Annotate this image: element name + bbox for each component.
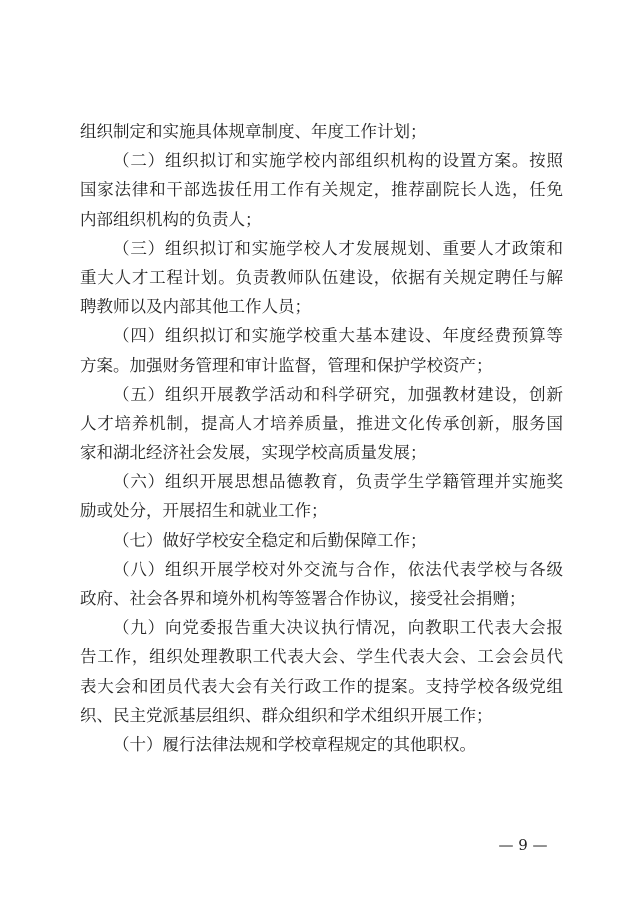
page-number: — 9 — [498,836,548,854]
text-line: （七）做好学校安全稳定和后勤保障工作； [113,530,427,550]
text-line: 人才培养机制，提高人才培养质量，推进文化传承创新，服务国 [80,413,563,433]
body-text [80,117,563,759]
text-line: （九）向党委报告重大决议执行情况，向教职工代表大会报 [113,618,563,638]
text-line: （四）组织拟订和实施学校重大基本建设、年度经费预算等 [113,326,563,346]
text-line: （三）组织拟订和实施学校人才发展规划、重要人才政策和 [113,238,563,258]
text-line: 表大会和团员代表大会有关行政工作的提案。支持学校各级党组 [80,676,563,696]
text-line: 织、民主党派基层组织、群众组织和学术组织开展工作； [80,705,493,725]
text-line: （五）组织开展教学活动和科学研究，加强教材建设，创新 [113,384,563,404]
text-line: 聘教师以及内部其他工作人员； [80,297,311,317]
text-line: （八）组织开展学校对外交流与合作，依法代表学校与各级 [113,559,563,579]
text-line: （十）履行法律法规和学校章程规定的其他职权。 [113,734,476,754]
text-line: 励或处分，开展招生和就业工作； [80,501,328,521]
text-line: 告工作，组织处理教职工代表大会、学生代表大会、工会会员代 [80,647,563,667]
text-line: 家和湖北经济社会发展，实现学校高质量发展； [80,443,427,463]
text-line: 政府、社会各界和境外机构等签署合作协议，接受社会捐赠； [80,589,526,608]
text-line: 方案。加强财务管理和审计监督，管理和保护学校资产； [80,355,493,375]
text-line: （六）组织开展思想品德教育，负责学生学籍管理并实施奖 [113,472,563,492]
text-line: （二）组织拟订和实施学校内部组织机构的设置方案。按照 [113,151,563,171]
text-line: 内部组织机构的负责人； [80,209,262,229]
text-line: 组织制定和实施具体规章制度、年度工作计划； [80,122,427,141]
text-line: 重大人才工程计划。负责教师队伍建设，依据有关规定聘任与解 [80,267,563,287]
text-line: 国家法律和干部选拔任用工作有关规定，推荐副院长人选，任免 [80,180,563,200]
